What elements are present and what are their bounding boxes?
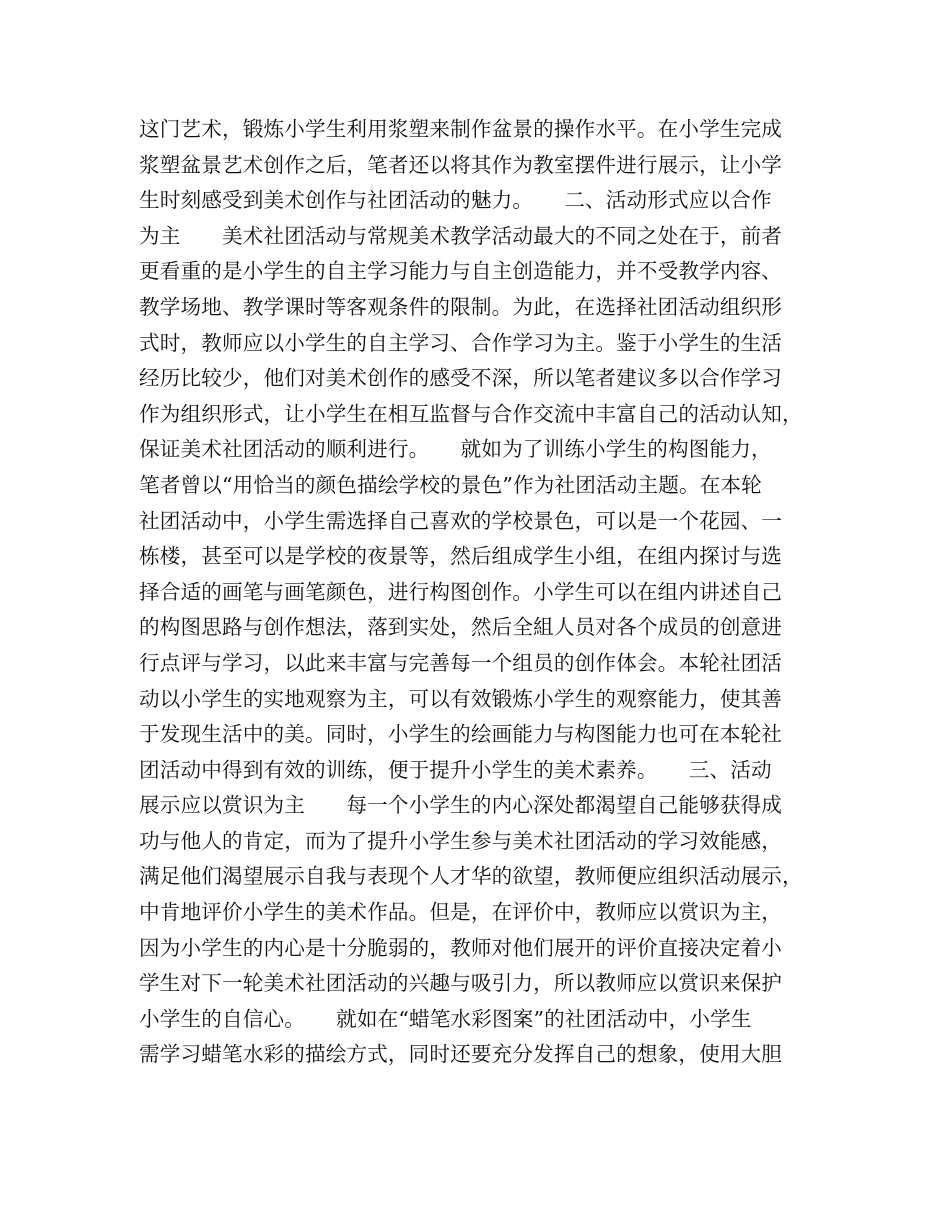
text-line: 作为组织形式，让小学生在相互监督与合作交流中丰富自己的活动认知， bbox=[139, 401, 803, 426]
text-line: 式时，教师应以小学生的自主学习、合作学习为主。鉴于小学生的生活 bbox=[139, 330, 783, 355]
text-line: 小学生的自信心。 就如在“蜡笔水彩图案”的社团活动中，小学生 bbox=[139, 1006, 752, 1031]
text-line: 展示应以赏识为主 每一个小学生的内心深处都渴望自己能够获得成 bbox=[139, 793, 783, 818]
text-line: 为主 美术社团活动与常规美术教学活动最大的不同之处在于，前者 bbox=[139, 223, 783, 248]
text-line: 这门艺术，锻炼小学生利用浆塑来制作盆景的操作水平。在小学生完成 bbox=[139, 117, 783, 141]
text-line: 社团活动中，小学生需选择自己喜欢的学校景色，可以是一个花园、一 bbox=[139, 508, 783, 533]
text-line: 择合适的画笔与画笔颜色，进行构图创作。小学生可以在组内讲述自己 bbox=[139, 579, 783, 604]
text-line: 生时刻感受到美术创作与社团活动的魅力。 二、活动形式应以合作 bbox=[139, 188, 772, 213]
text-line: 需学习蜡笔水彩的描绘方式，同时还要充分发挥自己的想象，使用大胆 bbox=[139, 1042, 783, 1067]
text-line: 保证美术社团活动的顺利进行。 就如为了训练小学生的构图能力， bbox=[139, 437, 772, 462]
text-line: 行点评与学习，以此来丰富与完善每一个组员的创作体会。本轮社团活 bbox=[139, 650, 783, 675]
text-line: 经历比较少，他们对美术创作的感受不深，所以笔者建议多以合作学习 bbox=[139, 366, 783, 391]
text-line: 的构图思路与创作想法，落到实处，然后全組人员对各个成员的创意进 bbox=[139, 615, 783, 640]
body-text bbox=[139, 112, 829, 1073]
text-line: 动以小学生的实地观察为主，可以有效锻炼小学生的观察能力，使其善 bbox=[139, 686, 783, 711]
text-line: 笔者曾以“用恰当的颜色描绘学校的景色”作为社团活动主题。在本轮 bbox=[139, 472, 762, 497]
text-line: 学生对下一轮美术社团活动的兴趣与吸引力，所以教师应以赏识来保护 bbox=[139, 971, 783, 996]
text-line: 教学场地、教学课时等客观条件的限制。为此，在选择社团活动组织形 bbox=[139, 294, 783, 319]
text-line: 浆塑盆景艺术创作之后，笔者还以将其作为教室摆件进行展示，让小学 bbox=[139, 152, 783, 177]
text-line: 栋楼，甚至可以是学校的夜景等，然后组成学生小组，在组内探讨与选 bbox=[139, 544, 783, 569]
text-line: 功与他人的肯定，而为了提升小学生参与美术社团活动的学习效能感， bbox=[139, 828, 783, 853]
text-line: 团活动中得到有效的训练，便于提升小学生的美术素养。 三、活动 bbox=[139, 757, 772, 782]
text-line: 满足他们渴望展示自我与表现个人才华的欲望，教师便应组织活动展示， bbox=[139, 864, 803, 889]
text-line: 因为小学生的内心是十分脆弱的，教师对他们展开的评价直接决定着小 bbox=[139, 935, 783, 960]
text-line: 更看重的是小学生的自主学习能力与自主创造能力，并不受教学内容、 bbox=[139, 259, 783, 284]
text-line: 中肯地评价小学生的美术作品。但是，在评价中，教师应以赏识为主， bbox=[139, 900, 783, 925]
text-line: 于发现生活中的美。同时，小学生的绘画能力与构图能力也可在本轮社 bbox=[139, 722, 783, 747]
